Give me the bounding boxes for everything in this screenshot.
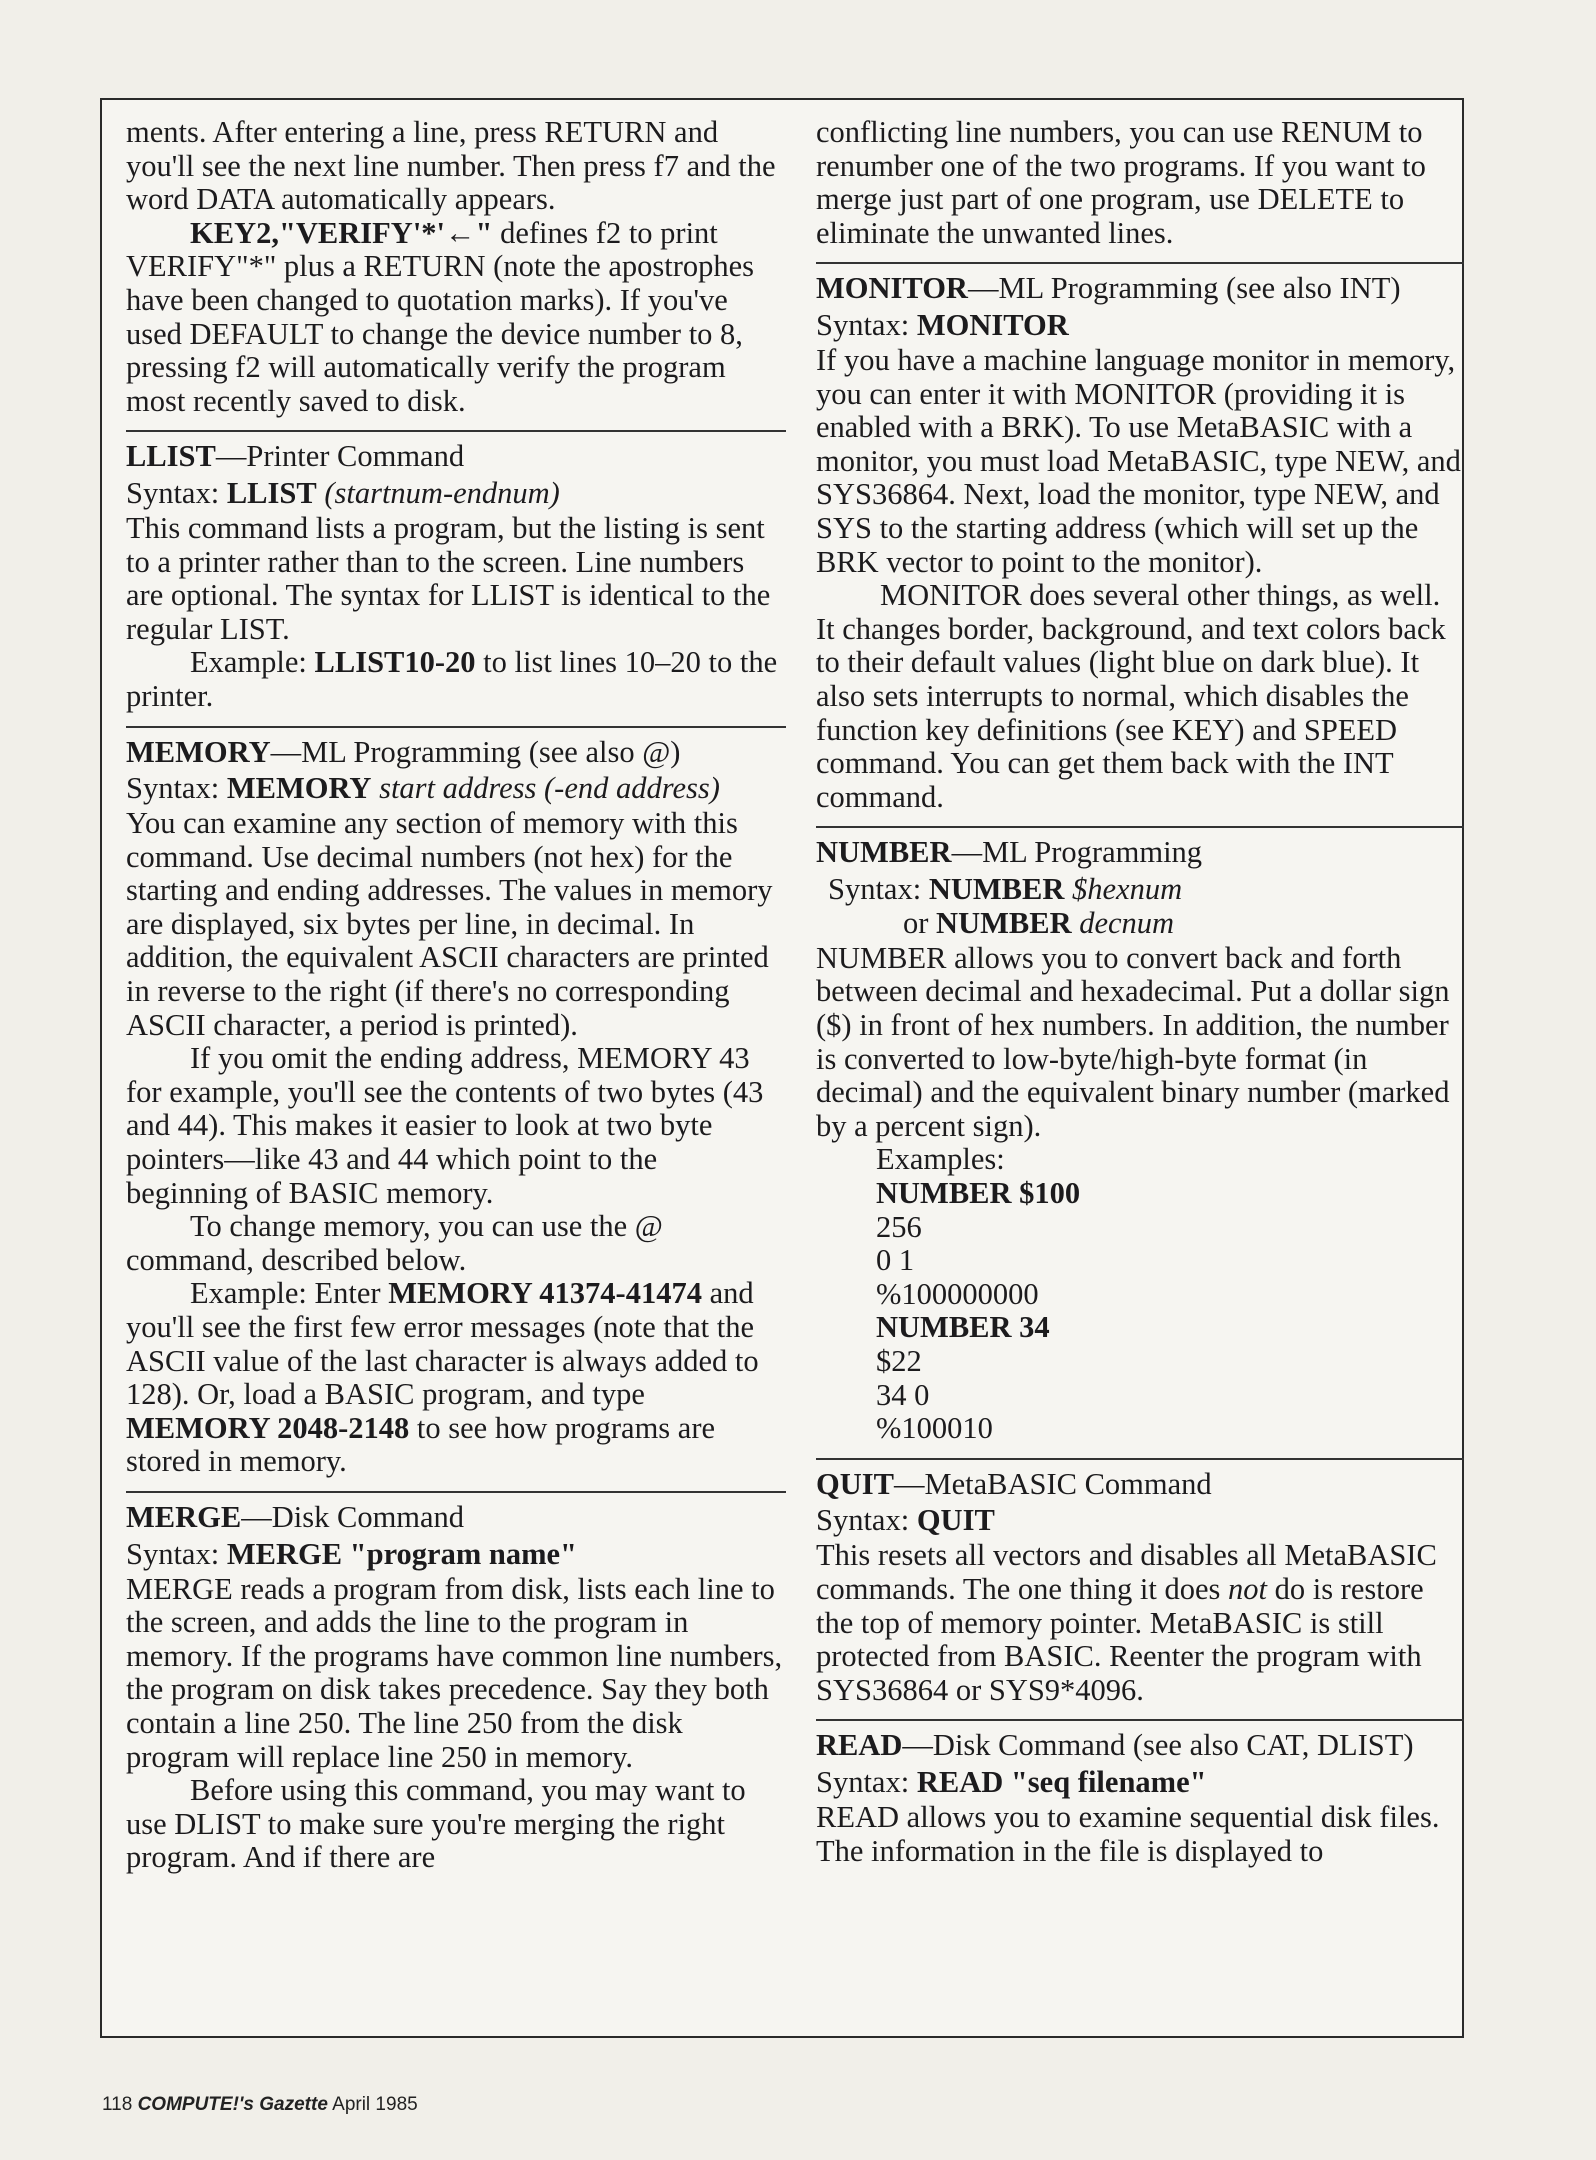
right-column xyxy=(816,116,1464,1868)
llist-header xyxy=(126,440,786,474)
number-syntax-alt xyxy=(816,904,1464,942)
merge-syntax-cmd: MERGE "program name" xyxy=(226,1536,577,1571)
or-label: or xyxy=(903,905,937,940)
read-name: READ xyxy=(816,1728,903,1763)
number-example-1-cmd: NUMBER $100 xyxy=(876,1176,1081,1211)
syntax-label: Syntax: xyxy=(126,475,227,510)
issue-date: April 1985 xyxy=(332,2094,418,2115)
memory-example-text: and you'll see the first few error messages (note that the ASCII value of the last character is always added to 128). Or, load a BASIC program, and type xyxy=(126,1276,759,1412)
number-example-1-output: 0 1 xyxy=(876,1243,915,1278)
page-footer xyxy=(102,2094,418,2116)
number-example-2-cmd: NUMBER 34 xyxy=(876,1310,1050,1345)
memory-header xyxy=(126,736,786,770)
number-syntax-arg2: decnum xyxy=(1071,905,1175,940)
number-section xyxy=(816,826,1464,1446)
number-example-2-output: %100010 xyxy=(876,1411,993,1446)
number-example-1-output: 256 xyxy=(876,1209,922,1244)
merge-name: MERGE xyxy=(126,1499,242,1534)
page-number: 118 xyxy=(102,2094,133,2115)
syntax-label: Syntax: xyxy=(816,1764,917,1799)
quit-syntax-cmd: QUIT xyxy=(916,1503,995,1538)
number-example-1-output: %100000000 xyxy=(876,1276,1039,1311)
syntax-label: Syntax: xyxy=(828,871,929,906)
intro-paragraph: ments. After entering a line, press RETURN and you'll see the next line number. Then press f7 and the word DATA automatically appears. xyxy=(126,115,776,217)
syntax-label: Syntax: xyxy=(126,1536,227,1571)
quit-syntax xyxy=(816,1501,1464,1539)
syntax-label: Syntax: xyxy=(816,307,917,342)
quit-section xyxy=(816,1458,1464,1708)
number-name: NUMBER xyxy=(816,835,952,870)
quit-name: QUIT xyxy=(816,1466,894,1501)
merge-header xyxy=(126,1501,786,1535)
llist-example-cmd: LLIST10-20 xyxy=(314,645,476,680)
read-body: READ allows you to examine sequential disk files. The information in the file is displayed to xyxy=(816,1799,1440,1868)
llist-category: —Printer Command xyxy=(215,439,465,474)
syntax-label: Syntax: xyxy=(126,771,227,806)
quit-body xyxy=(816,1539,1464,1707)
quit-body-start: This resets all vectors and disables all MetaBASIC commands. The one thing it does xyxy=(816,1538,1437,1606)
memory-name: MEMORY xyxy=(126,734,271,769)
memory-category: —ML Programming (see also @) xyxy=(270,734,681,769)
number-example-2-output: 34 0 xyxy=(876,1377,930,1412)
number-example-2-output: $22 xyxy=(876,1344,922,1378)
llist-section xyxy=(126,430,786,713)
magazine-title: COMPUTE!'s Gazette xyxy=(137,2094,328,2115)
monitor-body: If you have a machine language monitor in memory, you can enter it with MONITOR (providing it is enabled with a BRK). To use MetaBASIC with a monitor, you must load MetaBASIC, type NEW, and SYS36864. Next, load the monitor, type NEW, and SYS to the starting address (which will set up the BRK vector to point to the monitor). xyxy=(816,342,1461,579)
number-category: —ML Programming xyxy=(951,835,1203,870)
merge-syntax xyxy=(126,1535,786,1573)
memory-section xyxy=(126,726,786,1479)
monitor-section xyxy=(816,262,1464,814)
memory-p3: To change memory, you can use the @ command, described below. xyxy=(126,1209,663,1277)
key2-paragraph xyxy=(126,217,786,419)
monitor-p2: MONITOR does several other things, as well. It changes border, background, and text colors back to their default values (light blue on dark blue). It also sets interrupts to normal, which disables the function key definitions (see KEY) and SPEED command. You can get them back with the INT command. xyxy=(816,578,1446,814)
monitor-syntax-cmd: MONITOR xyxy=(916,307,1069,342)
llist-example-text: to list lines 10–20 to the printer. xyxy=(126,645,778,713)
llist-syntax-arg: (startnum-endnum) xyxy=(316,475,560,510)
monitor-category: —ML Programming (see also INT) xyxy=(967,271,1401,306)
number-syntax-cmd2: NUMBER xyxy=(936,905,1072,940)
number-syntax xyxy=(816,870,1464,908)
memory-example-text2: to see how programs are stored in memory. xyxy=(126,1410,716,1479)
number-syntax-cmd: NUMBER xyxy=(928,871,1065,906)
number-examples-label: Examples: xyxy=(876,1142,1005,1177)
number-header xyxy=(816,836,1464,870)
memory-body: You can examine any section of memory with this command. Use decimal numbers (not hex) for the starting and ending addresses. The values in memory are displayed, six bytes per line, in decimal. In addition, the equivalent ASCII characters are printed in reverse to the right (if there's no corresponding ASCII character, a period is printed). xyxy=(126,806,773,1042)
quit-category: —MetaBASIC Command xyxy=(893,1466,1212,1501)
article-frame xyxy=(100,98,1464,2038)
memory-example-cmd: MEMORY 41374-41474 xyxy=(388,1276,702,1311)
memory-syntax-arg: start address (-end address) xyxy=(371,771,720,806)
key2-text: defines f2 to print VERIFY"*" plus a RETURN (note the apostrophes have been changed to quotation marks). If you've used DEFAULT to change the device number to 8, pressing f2 will automatically verify the program most recently saved to disk. xyxy=(126,215,755,418)
read-header xyxy=(816,1729,1464,1763)
llist-syntax-cmd: LLIST xyxy=(226,475,317,510)
read-syntax-cmd: READ "seq filename" xyxy=(916,1764,1207,1799)
read-section xyxy=(816,1719,1464,1868)
memory-example xyxy=(126,1277,786,1479)
memory-syntax xyxy=(126,769,786,807)
monitor-name: MONITOR xyxy=(816,271,968,306)
example-label: Example: Enter xyxy=(190,1276,389,1311)
llist-example xyxy=(126,646,786,713)
llist-syntax xyxy=(126,474,786,512)
memory-p2: If you omit the ending address, MEMORY 43 for example, you'll see the contents of two bytes (43 and 44). This makes it easier to look at two byte pointers—like 43 and 44 which point to the beginning of BASIC memory. xyxy=(126,1041,764,1210)
monitor-syntax xyxy=(816,306,1464,344)
merge-body: MERGE reads a program from disk, lists each line to the screen, and adds the line to the program in memory. If the programs have common line numbers, the program on disk takes precedence. Say they both contain a line 250. The line 250 from the disk program will replace line 250 in memory. xyxy=(126,1571,783,1774)
syntax-label: Syntax: xyxy=(816,1503,917,1538)
read-syntax xyxy=(816,1763,1464,1801)
quit-header xyxy=(816,1468,1464,1502)
quit-body-emphasis: not xyxy=(1227,1571,1267,1606)
merge-category: —Disk Command xyxy=(241,1499,465,1534)
read-category: —Disk Command (see also CAT, DLIST) xyxy=(902,1728,1414,1763)
right-intro-paragraph: conflicting line numbers, you can use RENUM to renumber one of the two programs. If you want to merge just part of one program, use DELETE to eliminate the unwanted lines. xyxy=(816,115,1426,250)
merge-p2: Before using this command, you may want to use DLIST to make sure you're merging the right program. And if there are xyxy=(126,1773,746,1875)
merge-section xyxy=(126,1491,786,1875)
left-column xyxy=(126,116,786,1875)
key2-code: KEY2,"VERIFY'*'←" xyxy=(190,215,493,250)
memory-example-cmd2: MEMORY 2048-2148 xyxy=(126,1410,410,1445)
memory-syntax-cmd: MEMORY xyxy=(226,771,372,806)
example-label: Example: xyxy=(190,645,315,680)
llist-name: LLIST xyxy=(126,439,216,474)
monitor-header xyxy=(816,272,1464,306)
quit-body-end: do is restore the top of memory pointer. MetaBASIC is still protected from BASIC. Reenter the program with SYS36864 or SYS9*4096. xyxy=(816,1571,1424,1707)
number-syntax-arg: $hexnum xyxy=(1064,871,1183,906)
llist-body: This command lists a program, but the listing is sent to a printer rather than to the screen. Line numbers are optional. The syntax for LLIST is identical to the regular LIST. xyxy=(126,510,771,646)
number-body: NUMBER allows you to convert back and forth between decimal and hexadecimal. Put a dollar sign ($) in front of hex numbers. In addition, the number is converted to low-byte/high-byte format (in decimal) and the equivalent binary number (marked by a percent sign). xyxy=(816,940,1450,1143)
